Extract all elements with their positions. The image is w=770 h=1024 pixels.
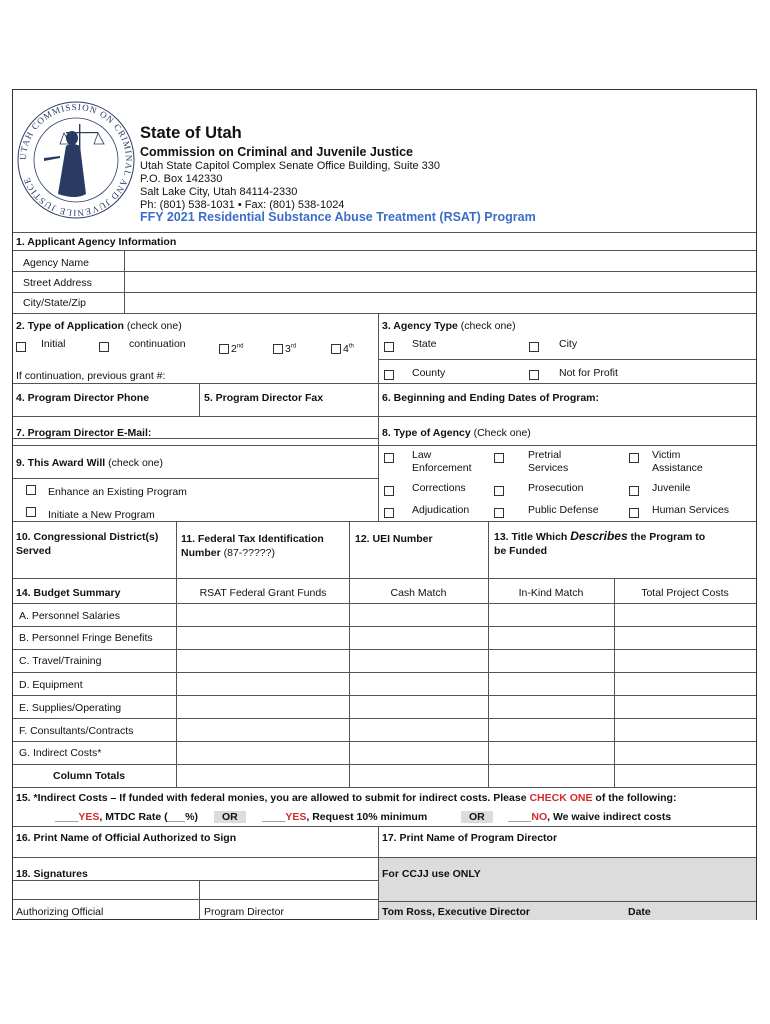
signatures-label: 18. Signatures [16,868,88,880]
application-type-hint: (check one) [123,320,182,332]
county-label: County [412,367,446,379]
juvenile-label: Juvenile [652,482,691,494]
pretrial-label: Pretrial Services [528,449,569,474]
juvenile-checkbox[interactable] [629,486,639,496]
adjudication-checkbox[interactable] [384,508,394,518]
seal-ring-text: UTAH COMMISSION ON CRIMINAL AND JUVENILE JUSTICE [17,101,135,219]
applicant-info-title: 1. Applicant Agency Information [16,236,177,248]
enhance-label: Enhance an Existing Program [48,486,187,498]
street-address-input[interactable] [126,272,755,291]
budget-row-label: B. Personnel Fringe Benefits [19,632,153,644]
city-state-zip-input[interactable] [126,293,755,312]
ccjj-label: For CCJJ use ONLY [382,868,481,880]
agency-kind-title: 8. Type of Agency [382,427,471,439]
authorizing-official-label: Authorizing Official [16,906,104,918]
initial-checkbox[interactable] [16,342,26,352]
award-title: 9. This Award Will [16,457,106,469]
commission-title: Commission on Criminal and Juvenile Justice [140,145,413,159]
enhance-checkbox[interactable] [26,485,36,495]
pretrial-checkbox[interactable] [494,453,504,463]
year-2-checkbox[interactable] [219,344,229,354]
previous-grant-label: If continuation, previous grant #: [16,370,166,382]
tom-ross-label: Tom Ross, Executive Director [382,906,531,918]
city-state-zip-label: City/State/Zip [23,297,87,309]
budget-row-label: D. Equipment [19,679,83,691]
county-checkbox[interactable] [384,370,394,380]
or-label-2: OR [461,811,493,823]
not-for-profit-label: Not for Profit [559,367,618,379]
continuation-checkbox[interactable] [99,342,109,352]
budget-row-label: C. Travel/Training [19,655,102,667]
year-3-checkbox[interactable] [273,344,283,354]
budget-row-label: A. Personnel Salaries [19,610,120,622]
lady-justice-icon [44,124,104,197]
director-phone-label: 4. Program Director Phone [16,392,150,404]
date-label: Date [628,906,651,918]
program-director-label: Program Director [204,906,284,918]
budget-col-cash: Cash Match [390,587,447,599]
agency-name-input[interactable] [126,251,755,270]
human-services-label: Human Services [652,504,730,516]
not-for-profit-checkbox[interactable] [529,370,539,380]
program-title: FFY 2021 Residential Substance Abuse Treatment (RSAT) Program [140,210,536,224]
state-checkbox[interactable] [384,342,394,352]
budget-title: 14. Budget Summary [16,587,121,599]
budget-row-label: E. Supplies/Operating [19,702,122,714]
state-title: State of Utah [140,124,242,142]
budget-col-federal: RSAT Federal Grant Funds [199,587,327,599]
program-dates-label: 6. Beginning and Ending Dates of Program: [382,392,600,404]
indirect-options[interactable]: ____YES, MTDC Rate (___%) [55,811,198,823]
year-2-label: 2nd [231,343,244,355]
adjudication-label: Adjudication [412,504,470,516]
agency-type-title: 3. Agency Type [382,320,458,332]
budget-col-inkind: In-Kind Match [518,587,584,599]
award-hint: (check one) [105,457,163,469]
law-enforcement-label: Law Enforcement [412,449,472,474]
uei-number-label: 12. UEI Number [355,533,433,545]
corrections-label: Corrections [412,482,466,494]
year-3-label: 3rd [285,343,297,355]
budget-row-label: F. Consultants/Contracts [19,725,134,737]
law-enforcement-checkbox[interactable] [384,453,394,463]
director-email-label: 7. Program Director E-Mail: [16,427,152,439]
year-4-checkbox[interactable] [331,344,341,354]
initiate-checkbox[interactable] [26,507,36,517]
tax-id-label: 11. Federal Tax Identification Number (87-?????) [181,533,324,559]
director-signature-field[interactable] [200,881,377,898]
initial-label: Initial [41,338,66,350]
agency-type-hint: (check one) [457,320,516,332]
year-4-label: 4th [343,343,354,355]
waive-option[interactable]: ____NO, We waive indirect costs [508,811,672,823]
city-label: City [559,338,578,350]
address-line-3: Salt Lake City, Utah 84114-2330 [140,186,298,198]
director-fax-label: 5. Program Director Fax [204,392,324,404]
prosecution-checkbox[interactable] [494,486,504,496]
victim-checkbox[interactable] [629,453,639,463]
public-defense-label: Public Defense [528,504,599,516]
indirect-costs-text: 15. *Indirect Costs – If funded with federal monies, you are allowed to submit for indirect costs. Please CHECK ONE of the following: [16,792,677,804]
official-signature-field[interactable] [14,881,198,898]
or-label-1: OR [214,811,246,823]
continuation-label: continuation [129,338,186,350]
congressional-district-label: 10. Congressional District(s) Served [16,531,159,557]
city-checkbox[interactable] [529,342,539,352]
street-address-label: Street Address [23,277,92,289]
budget-row-label: G. Indirect Costs* [19,747,102,759]
prosecution-label: Prosecution [528,482,584,494]
budget-col-total: Total Project Costs [641,587,729,599]
address-line-2: P.O. Box 142330 [140,173,223,185]
program-title-label: 13. Title Which Describes the Program to be Funded [494,529,706,557]
request-minimum-option[interactable]: ____YES, Request 10% minimum [262,811,428,823]
human-services-checkbox[interactable] [629,508,639,518]
victim-label: Victim Assistance [652,449,703,474]
agency-name-label: Agency Name [23,257,89,269]
corrections-checkbox[interactable] [384,486,394,496]
public-defense-checkbox[interactable] [494,508,504,518]
phone-fax: Ph: (801) 538-1031 • Fax: (801) 538-1024 [140,199,345,211]
state-label: State [412,338,437,350]
agency-kind-hint: (Check one) [470,427,531,439]
director-name-label: 17. Print Name of Program Director [382,832,558,844]
column-totals-label: Column Totals [53,770,126,782]
state-seal [14,98,138,222]
application-type-title: 2. Type of Application [16,320,124,332]
initiate-label: Initiate a New Program [48,509,155,521]
official-name-label: 16. Print Name of Official Authorized to Sign [16,832,237,844]
address-line-1: Utah State Capitol Complex Senate Office Building, Suite 330 [140,160,441,172]
